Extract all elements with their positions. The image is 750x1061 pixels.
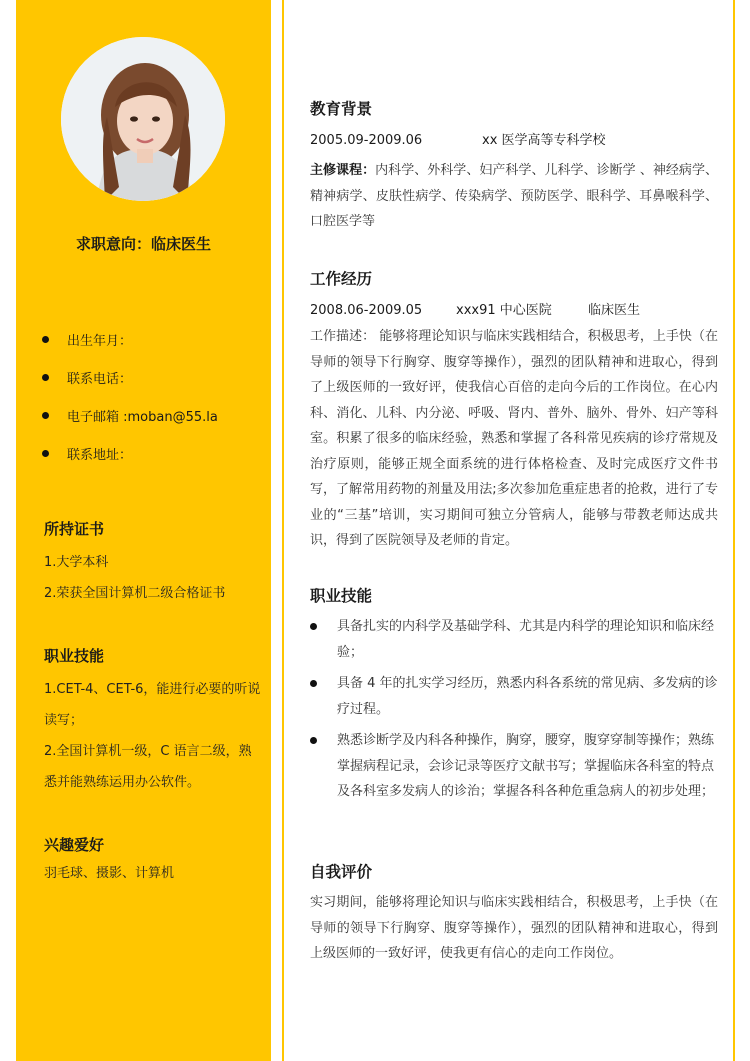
left-skills-section xyxy=(44,645,264,798)
skill-bullet xyxy=(310,728,718,805)
portrait-image xyxy=(61,37,225,201)
work-description: 工作描述： 能够将理论知识与临床实践相结合，积极思考，上手快（在导师的领导下行胸穿、腹穿等操作），强烈的团队精神和进取心，得到了上级医师的一致好评，使我信心百倍的走向今后的工作岗位。在心内科、消化、儿科、内分泌、呼吸、肾内、普外、脑外、骨外、妇产等科室。积累了很多的临床经验，熟悉和掌握了各科常见疾病的诊疗常规及治疗原则，能够正规全面系统的进行体格检查、及时完成医疗文件书写，了解常用药物的剂量及用法;多次参加危重症患者的抢救，进行了专业的“三基”培训，实习期间可独立分管病人，能够与带教老师达成共识，得到了医院领导及老师的肯定。 xyxy=(310,329,718,548)
bullet-icon xyxy=(42,374,49,381)
contact-email xyxy=(40,396,260,434)
profile-photo xyxy=(61,37,225,201)
skill-text: 熟悉诊断学及内科各种操作，胸穿，腰穿，腹穿穿制等操作；熟练掌握病程记录，会诊记录等医疗文献书写；掌握临床各科室的特点及各科室多发病人的诊治；掌握各科各种危重急病人的初步处理； xyxy=(337,733,715,799)
self-eval-section xyxy=(310,860,718,967)
courses-text: 内科学、外科学、妇产科学、儿科学、诊断学 、神经病学、精神病学、皮肤性病学、传染病学、预防医学、眼科学、耳鼻喉科学、口腔医学等 xyxy=(310,163,718,229)
certificate-item: 2.荣获全国计算机二级合格证书 xyxy=(44,586,226,601)
education-meta xyxy=(310,129,718,148)
contact-label: 联系地址： xyxy=(67,447,133,463)
section-title: 所持证书 xyxy=(44,520,105,538)
bullet-icon xyxy=(42,412,49,419)
divider-right xyxy=(733,0,735,1061)
divider-left xyxy=(282,0,284,1061)
contact-address xyxy=(40,434,260,472)
contact-label: 出生年月： xyxy=(67,333,133,349)
work-position: 临床医生 xyxy=(588,303,641,318)
contact-label: 联系电话： xyxy=(67,371,133,387)
skill-text: 具备扎实的内科学及基础学科、尤其是内科学的理论知识和临床经验； xyxy=(337,619,715,660)
contact-list xyxy=(40,320,260,472)
education-section xyxy=(310,97,718,235)
education-courses xyxy=(310,158,718,235)
skill-item: 2.全国计算机一级，C 语言二级，熟悉并能熟练运用办公软件。 xyxy=(44,744,252,790)
self-eval-text: 实习期间，能够将理论知识与临床实践相结合，积极思考，上手快（在导师的领导下行胸穿、腹穿等操作），强烈的团队精神和进取心，得到上级医师的一致好评，使我更有信心的走向工作岗位。 xyxy=(310,895,718,961)
bullet-icon xyxy=(42,450,49,457)
skill-text: 具备 4 年的扎实学习经历，熟悉内科各系统的常见病、多发病的诊疗过程。 xyxy=(337,676,718,717)
contact-birth xyxy=(40,320,260,358)
certificate-item: 1.大学本科 xyxy=(44,555,109,570)
section-title: 自我评价 xyxy=(310,863,373,881)
contact-phone xyxy=(40,358,260,396)
section-title: 职业技能 xyxy=(310,587,373,605)
skill-bullet xyxy=(310,671,718,722)
bullet-icon xyxy=(42,336,49,343)
skills-list xyxy=(310,614,718,805)
certificates-section xyxy=(44,518,264,609)
courses-label: 主修课程： xyxy=(310,163,376,178)
education-school: xx 医学高等专科学校 xyxy=(482,133,606,148)
work-company: xxx91 中心医院 xyxy=(456,303,552,318)
section-title: 工作经历 xyxy=(310,270,373,288)
section-title: 兴趣爱好 xyxy=(44,836,105,854)
bullet-icon xyxy=(310,623,317,630)
skill-item: 1.CET-4、CET-6，能进行必要的听说读写； xyxy=(44,682,261,728)
skills-section xyxy=(310,584,718,811)
hobbies-text: 羽毛球、摄影、计算机 xyxy=(44,866,175,881)
work-period: 2008.06-2009.05 xyxy=(310,303,423,318)
work-section xyxy=(310,267,718,554)
skill-bullet xyxy=(310,614,718,665)
section-title: 职业技能 xyxy=(44,647,105,665)
bullet-icon xyxy=(310,680,317,687)
section-title: 教育背景 xyxy=(310,100,373,118)
job-intention: 求职意向：临床医生 xyxy=(75,235,211,253)
hobbies-section xyxy=(44,834,264,885)
work-meta xyxy=(310,299,718,318)
bullet-icon xyxy=(310,737,317,744)
contact-label: 电子邮箱 :moban@55.la xyxy=(67,409,218,425)
education-period: 2005.09-2009.06 xyxy=(310,133,423,148)
